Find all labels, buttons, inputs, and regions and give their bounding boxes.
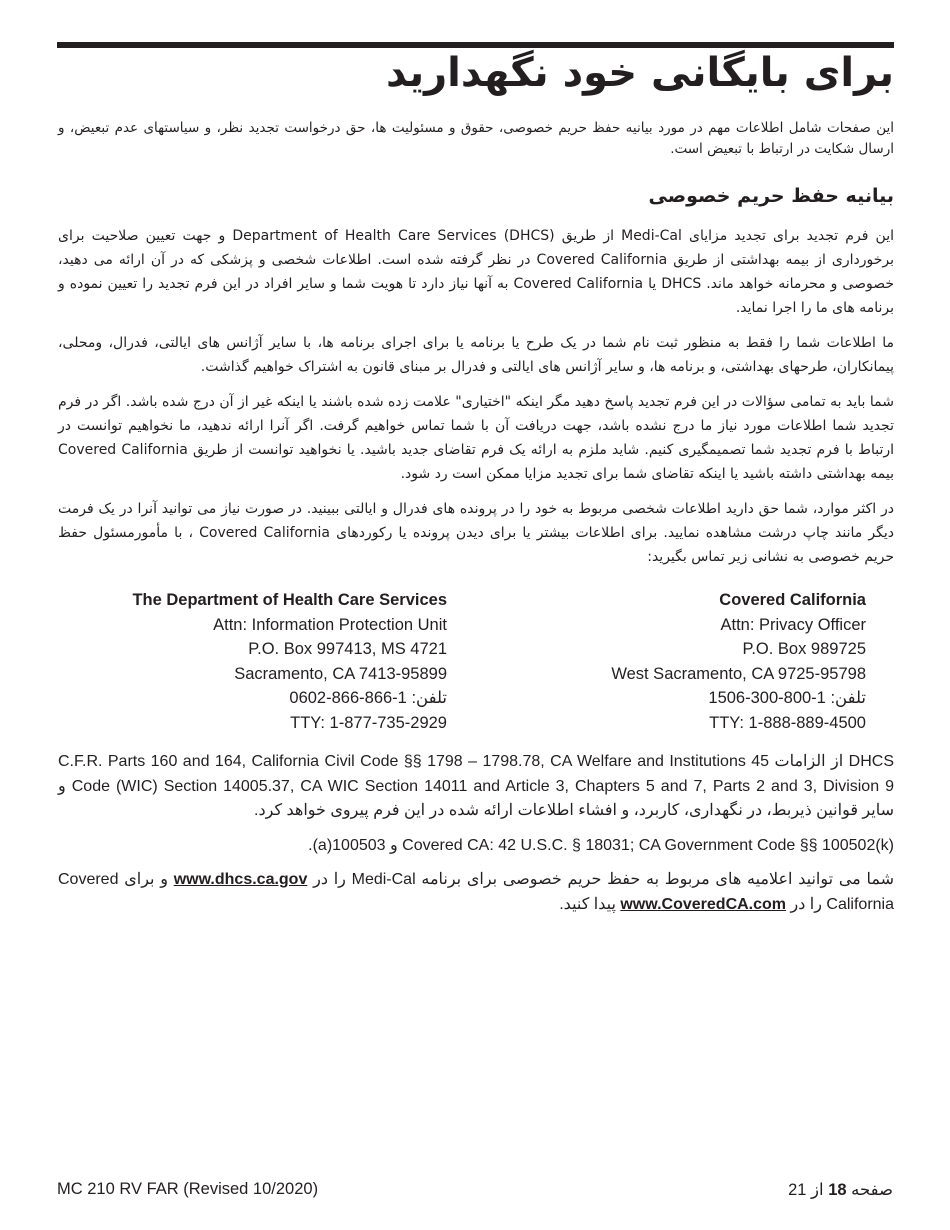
dhcs-link[interactable]: www.dhcs.ca.gov bbox=[173, 871, 308, 888]
covered-link[interactable]: www.CoveredCA.com bbox=[620, 895, 787, 913]
notice-post: پیدا کنید. bbox=[559, 895, 616, 913]
covered-attn: Attn: Privacy Officer bbox=[720, 615, 866, 634]
legal-paragraph-2 bbox=[58, 834, 894, 858]
page-title: برای بایگانی خود نگهدارید bbox=[386, 50, 894, 96]
paragraph-text: این فرم تجدید برای تجدید مزایای Medi-Cal از طریق Department of Health Care Services (DHCS) و جهت تعیین صلاحیت برای برخورداری از بیمه بهداشتی از طریق Covered California در نظر گرفته شده است. اطلاعات شخصی و پزشکی که در آن ارائه می دهید، خصوصی و محرمانه خواهد ماند. DHCS یا Covered California به آنها نیاز دارد تا هویت شما و سایر افراد در این فرم تجدید را تعیین نموده و برنامه های ما را اجرا نماید. bbox=[58, 228, 894, 316]
covered-po-box: P.O. Box 989725 bbox=[742, 640, 866, 658]
dhcs-phone-label: تلفن: bbox=[411, 689, 447, 707]
paragraph-text: شما باید به تمامی سؤالات در این فرم تجدید پاسخ دهید مگر اینکه "اختیاری" علامت زده شده باشند یا اینکه غیر از آن درج شده باشد. اگر در فرم تجدید شما اطلاعات مورد نیاز ما درج نشده باشد، جهت دریافت آن با شما تماس خواهیم گرفت. اگر آنرا ارائه ندهید، ما نخواهیم توانست در ارتباط با فرم تجدید شما تصمیمگیری کنیم. شاید ملزم به ارائه یک فرم تقاضای جدید باشید. یا نخواهید توانست از طریق Covered California بیمه بهداشتی داشته باشید یا اینکه تقاضای شما برای تجدید مزایا ممکن است رد شود. bbox=[58, 394, 894, 482]
legal-text: DHCS از الزامات 45 C.F.R. Parts 160 and 164, California Civil Code §§ 1798 – 1798.78, CA Welfare and Institutions Code (WIC) Section 14005.37, CA WIC Section 14011 and Article 3, Chapters 5 and 7, Parts 2 and 3, Division 9 و سایر قوانین ذیربط، در نگهداری، کاربرد، و افشاء اطلاعات ارائه شده در این فرم پیروی خواهد کرد. bbox=[58, 753, 895, 819]
dhcs-tty: TTY: 1-877-735-2929 bbox=[290, 713, 447, 732]
covered-tty: TTY: 1-888-889-4500 bbox=[709, 713, 866, 732]
dhcs-phone-line bbox=[27, 686, 447, 711]
dhcs-po-box: P.O. Box 997413, MS 4721 bbox=[248, 640, 447, 658]
privacy-notice-links bbox=[58, 868, 894, 917]
legal-paragraph-1 bbox=[58, 750, 894, 824]
covered-address-block bbox=[546, 588, 866, 735]
covered-name: Covered California bbox=[719, 591, 866, 609]
paragraph-text: ما اطلاعات شما را فقط به منظور ثبت نام شما در یک طرح یا برنامه یا برای اجرای برنامه ها، با سایر آژانس های ایالتی، فدرال، ومحلی، پیمانکاران، طرحهای بهداشتی، و برنامه ها، و سایر آژانس های ایالتی و فدرال بر مبنای قانون به اشتراک خواهیم گذاشت. bbox=[58, 335, 894, 375]
dhcs-city: Sacramento, CA 7413-95899 bbox=[234, 664, 447, 683]
notice-pre: شما می توانید اعلامیه های مربوط به حفظ حریم خصوصی برای برنامه Medi-Cal را در bbox=[313, 871, 894, 888]
notice-text bbox=[58, 868, 894, 917]
dhcs-name: The Department of Health Care Services bbox=[132, 591, 447, 609]
privacy-paragraph-4 bbox=[58, 497, 894, 569]
privacy-heading: بیانیه حفظ حریم خصوصی bbox=[648, 185, 894, 207]
page-number bbox=[788, 1180, 893, 1200]
intro-text: این صفحات شامل اطلاعات مهم در مورد بیانیه حفظ حریم خصوصی، حقوق و مسئولیت ها، حق درخواست تجدید نظر، و سیاستهای عدم تبعیض، و ارسال شکایت در ارتباط با تبعیض است. bbox=[58, 120, 894, 157]
privacy-paragraph-3 bbox=[58, 390, 894, 486]
form-id: MC 210 RV FAR (Revised 10/2020) bbox=[57, 1180, 319, 1198]
page-total: 21 bbox=[788, 1181, 807, 1199]
covered-phone-label: تلفن: bbox=[830, 689, 866, 707]
page-num: 18 bbox=[828, 1181, 847, 1199]
dhcs-phone: 1-866-866-0602 bbox=[289, 689, 407, 707]
page-word: صفحه bbox=[851, 1181, 893, 1199]
dhcs-attn: Attn: Information Protection Unit bbox=[213, 615, 447, 634]
top-rule bbox=[57, 42, 894, 48]
legal-text: Covered CA: 42 U.S.C. § 18031; CA Government Code §§ 100502(k) و 100503(a). bbox=[308, 837, 894, 854]
of-word: از bbox=[811, 1181, 824, 1199]
intro-paragraph bbox=[58, 118, 894, 160]
paragraph-text: در اکثر موارد، شما حق دارید اطلاعات شخصی مربوط به خود را در پرونده های فدرال و ایالتی ببینید. در صورت نیاز می توانید آنرا در یک فرمت دیگر مانند چاپ درشت مشاهده نمایید. برای اطلاعات بیشتر یا برای دیدن پرونده یا رکوردهای Covered California ، با مأمورمسئول حفظ حریم خصوصی به نشانی زیر تماس بگیرید: bbox=[58, 501, 894, 565]
privacy-paragraph-2 bbox=[58, 331, 894, 379]
covered-city: West Sacramento, CA 9725-95798 bbox=[611, 664, 866, 683]
dhcs-address-block bbox=[27, 588, 447, 735]
covered-phone-line bbox=[546, 686, 866, 711]
privacy-paragraph-1 bbox=[58, 224, 894, 320]
covered-phone: 1-800-300-1506 bbox=[708, 689, 826, 707]
notice-mid: و برای Covered California را در bbox=[58, 871, 894, 913]
